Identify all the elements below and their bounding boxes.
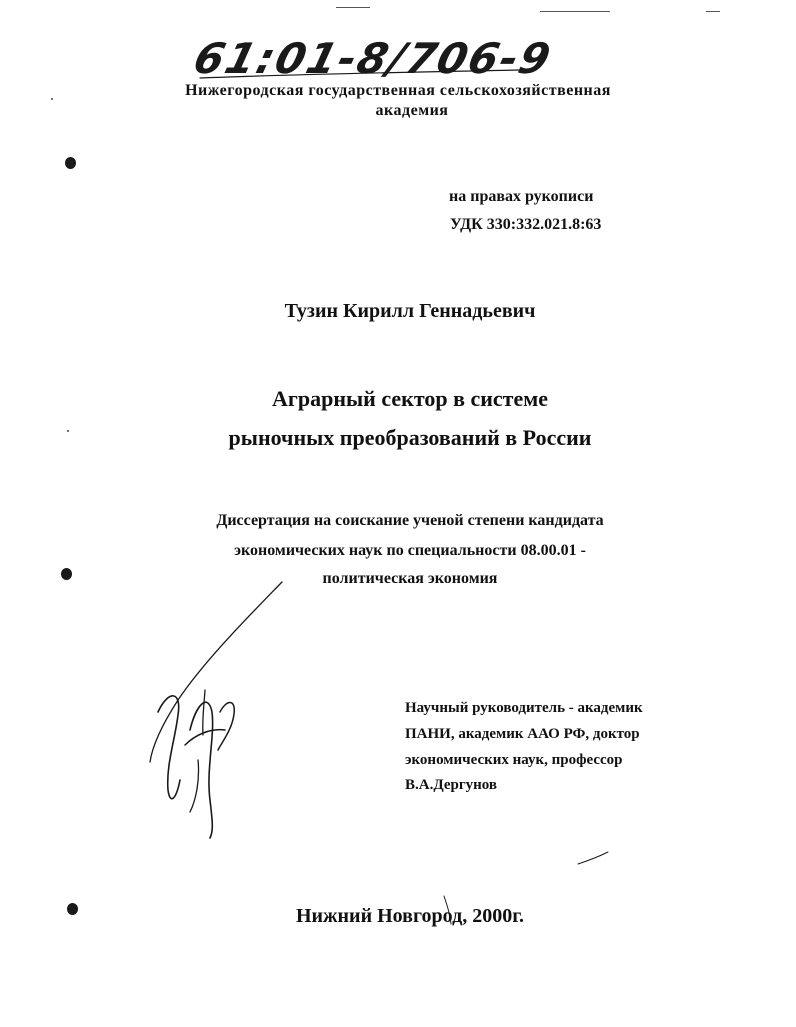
scan-mark-top-right	[540, 11, 610, 12]
punch-hole-top	[65, 157, 76, 169]
scan-mark-top-far-right	[706, 11, 720, 12]
signature-stroke	[203, 690, 205, 735]
scan-mark-top-left	[336, 7, 370, 8]
handwritten-archive-number: 61:01-8/706-9	[188, 34, 558, 83]
degree-description: Диссертация на соискание ученой степени кандидата	[216, 512, 604, 529]
supervisor-degree: экономических наук, профессор	[405, 752, 623, 768]
supervisor-name: В.А.Дергунов	[405, 777, 498, 793]
supervisor-ranks: ПАНИ, академик ААО РФ, доктор	[405, 726, 640, 742]
signature-stroke	[190, 702, 213, 838]
pen-mark	[578, 852, 608, 864]
place-and-year: Нижний Новгород, 2000г.	[295, 905, 525, 927]
signature-stroke	[190, 760, 199, 812]
degree-description-field: политическая экономия	[322, 570, 498, 587]
author-name: Тузин Кирилл Геннадьевич	[284, 300, 536, 322]
institution-name-continued: академия	[375, 102, 449, 119]
dissertation-title: Аграрный сектор в системе	[271, 386, 548, 411]
institution-name: Нижегородская государственная сельскохозяйственная	[185, 82, 611, 99]
degree-description-specialty: экономических наук по специальности 08.00.01 -	[234, 542, 586, 559]
scan-speck	[51, 98, 53, 100]
manuscript-note: на правах рукописи	[449, 188, 594, 205]
signature-stroke	[218, 703, 234, 751]
signature-stroke	[185, 730, 225, 745]
dissertation-title-continued: рыночных преобразований в России	[228, 425, 592, 450]
supervisor-title: Научный руководитель - академик	[405, 700, 643, 716]
udc-code: УДК 330:332.021.8:63	[450, 216, 602, 233]
signature-stroke	[150, 582, 282, 762]
signature-stroke	[158, 696, 180, 799]
